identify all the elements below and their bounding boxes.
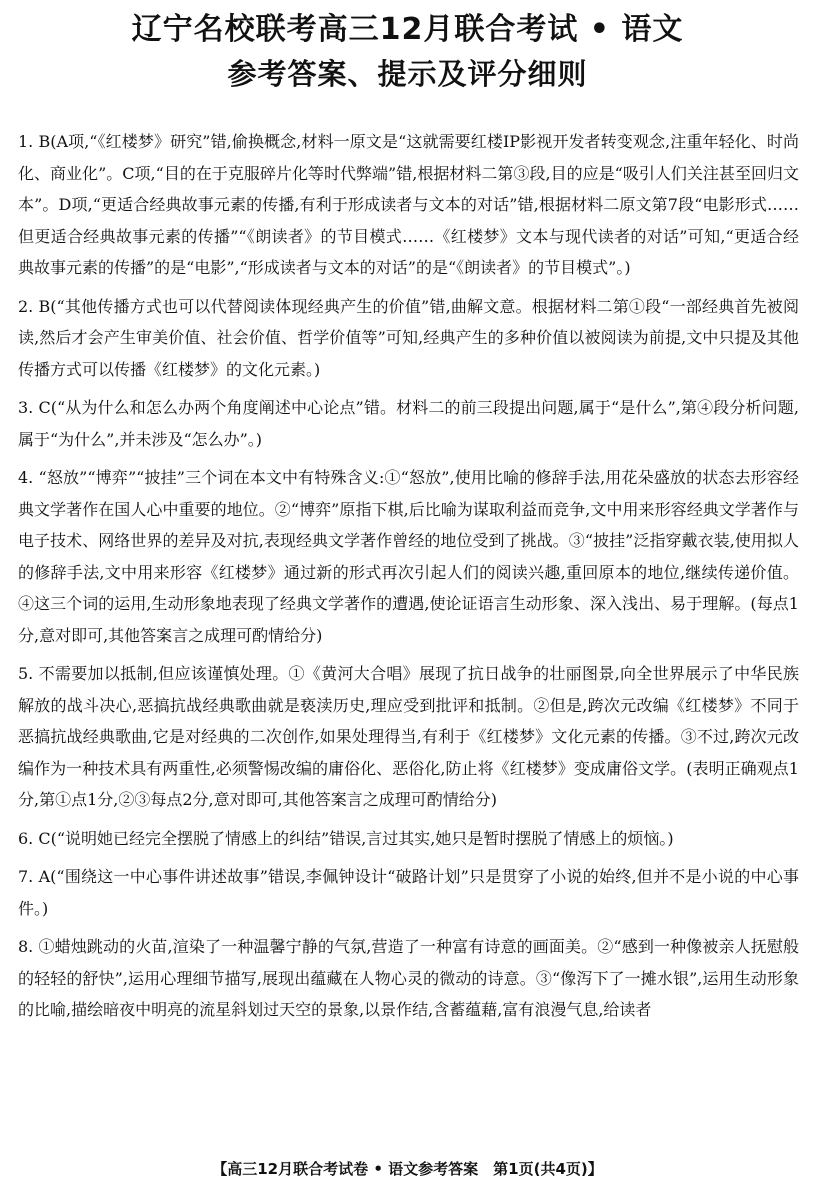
- answer-list: [18, 126, 799, 1033]
- answer-item-8: 8. ①蜡烛跳动的火苗,渲染了一种温馨宁静的气氛,营造了一种富有诗意的画面美。②“感到一种像被亲人抚慰般的轻轻的舒快”,运用心理细节描写,展现出蕴藏在人物心灵的微动的诗意。③“像泻下了一摊水银”,运用生动形象的比喻,描绘暗夜中明亮的流星斜划过天空的景象,以景作结,含蓄蕴藉,富有浪漫气息,给读者: [18, 937, 799, 1019]
- answer-item-3: 3. C(“从为什么和怎么办两个角度阐述中心论点”错。材料二的前三段提出问题,属于“是什么”,第④段分析问题,属于“为什么”,并未涉及“怎么办”。): [18, 398, 799, 449]
- answer-item-4: 4. “怒放”“博弈”“披挂”三个词在本文中有特殊含义:①“怒放”,使用比喻的修辞手法,用花朵盛放的状态去形容经典文学著作在国人心中重要的地位。②“博弈”原指下棋,后比喻为谋取利益而竞争,文中用来形容经典文学著作与电子技术、网络世界的差异及对抗,表现经典文学著作曾经的地位受到了挑战。③“披挂”泛指穿戴衣装,使用拟人的修辞手法,文中用来形容《红楼梦》通过新的形式再次引起人们的阅读兴趣,重回原本的地位,继续传递价值。④这三个词的运用,生动形象地表现了经典文学著作的遭遇,使论证语言生动形象、深入浅出、易于理解。(每点1分,意对即可,其他答案言之成理可酌情给分): [18, 468, 799, 645]
- page-footer: 【高三12月联合考试卷 • 语文参考答案 第1页(共4页)】: [212, 1160, 603, 1178]
- page-title: 辽宁名校联考高三12月联合考试 • 语文: [131, 12, 684, 47]
- answer-item-5: 5. 不需要加以抵制,但应该谨慎处理。①《黄河大合唱》展现了抗日战争的壮丽图景,向全世界展示了中华民族解放的战斗决心,恶搞抗战经典歌曲就是亵渎历史,理应受到批评和抵制。②但是,跨次元改编《红楼梦》不同于恶搞抗战经典歌曲,它是对经典的二次创作,如果处理得当,有利于《红楼梦》文化元素的传播。③不过,跨次元改编作为一种技术具有两重性,必须警惕改编的庸俗化、恶俗化,防止将《红楼梦》变成庸俗文学。(表明正确观点1分,第①点1分,②③每点2分,意对即可,其他答案言之成理可酌情给分): [18, 664, 799, 809]
- answer-item-2: 2. B(“其他传播方式也可以代替阅读体现经典产生的价值”错,曲解文意。根据材料二第①段“一部经典首先被阅读,然后才会产生审美价值、社会价值、哲学价值等”可知,经典产生的多种价值以被阅读为前提,文中只提及其他传播方式可以传播《红楼梦》的文化元素。): [18, 296, 799, 379]
- answer-item-6: 6. C(“说明她已经完全摆脱了情感上的纠结”错误,言过其实,她只是暂时摆脱了情感上的烦恼。): [18, 828, 674, 848]
- answer-item-1: 1. B(A项,“《红楼梦》研究”错,偷换概念,材料一原文是“这就需要红楼IP影视开发者转变观念,注重年轻化、时尚化、商业化”。C项,“目的在于克服碎片化等时代弊端”错,根据材料二第③段,目的应是“吸引人们关注甚至回归文本”。D项,“更适合经典故事元素的传播,有利于形成读者与文本的对话”错,根据材料二原文第7段“电影形式……但更适合经典故事元素的传播”“《朗读者》的节目模式……《红楼梦》文本与现代读者的对话”可知,“更适合经典故事元素的传播”的是“电影”,“形成读者与文本的对话”的是“《朗读者》的节目模式”。): [18, 132, 799, 277]
- page-header: [0, 0, 815, 96]
- answer-item-7: 7. A(“围绕这一中心事件讲述故事”错误,李佩钟设计“破路计划”只是贯穿了小说的始终,但并不是小说的中心事件。): [18, 867, 799, 918]
- page-subtitle: 参考答案、提示及评分细则: [227, 57, 588, 91]
